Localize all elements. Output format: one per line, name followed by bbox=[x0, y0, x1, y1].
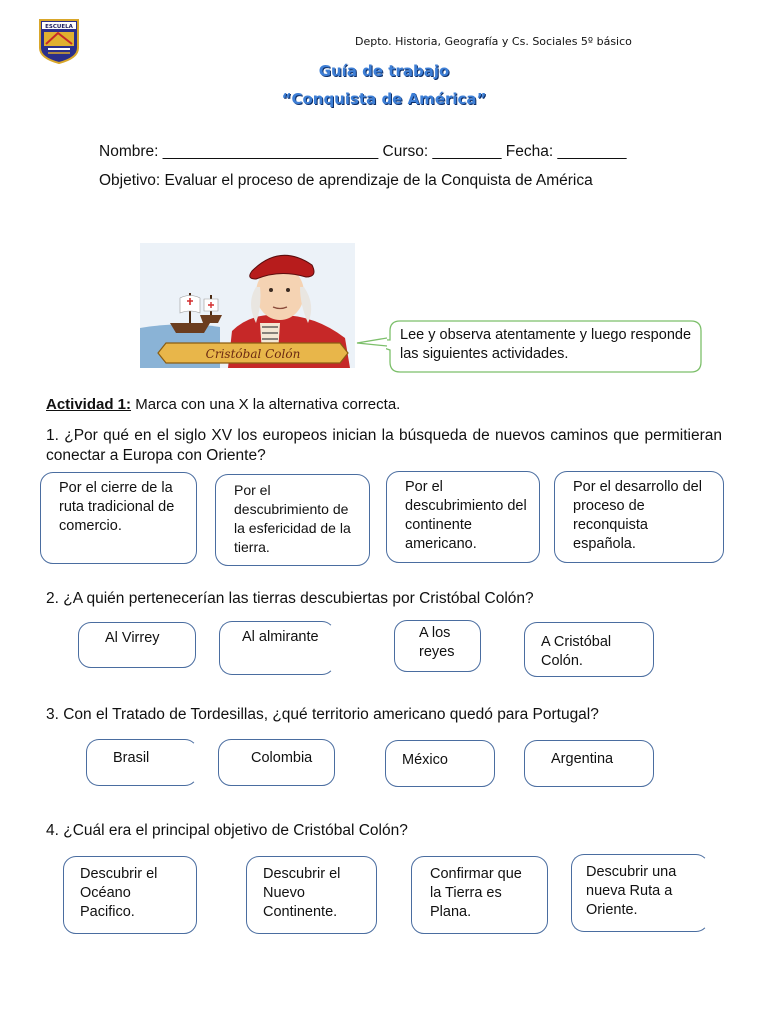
callout-text: Lee y observa atentamente y luego responde las siguientes actividades. bbox=[400, 327, 692, 362]
page-title: Guía de trabajo bbox=[318, 62, 450, 80]
q3-option-b[interactable]: Colombia bbox=[218, 739, 335, 786]
q2-option-a[interactable]: Al Virrey bbox=[78, 622, 196, 668]
q1-option-d[interactable]: Por el desarrollo del proceso de reconquista española. bbox=[554, 471, 724, 563]
banner-text: Cristóbal Colón bbox=[205, 347, 301, 361]
q4-option-b[interactable]: Descubrir el Nuevo Continente. bbox=[246, 856, 377, 934]
question-4: 4. ¿Cuál era el principal objetivo de Cristóbal Colón? bbox=[46, 822, 408, 839]
q2-option-d[interactable]: A Cristóbal Colón. bbox=[524, 622, 654, 677]
department-header: Depto. Historia, Geografía y Cs. Sociales 5º básico bbox=[355, 35, 632, 48]
school-logo bbox=[38, 18, 80, 64]
logo-text: ESCUELA bbox=[45, 24, 73, 30]
q4-option-c[interactable]: Confirmar que la Tierra es Plana. bbox=[411, 856, 548, 934]
activity-heading bbox=[46, 396, 400, 413]
activity-instruction: Marca con una X la alternativa correcta. bbox=[131, 396, 401, 413]
q3-option-d[interactable]: Argentina bbox=[524, 740, 654, 787]
objective-line: Objetivo: Evaluar el proceso de aprendizaje de la Conquista de América bbox=[99, 172, 593, 189]
q4-option-d[interactable]: Descubrir una nueva Ruta a Oriente. bbox=[571, 854, 709, 932]
q1-option-b[interactable]: Por el descubrimiento de la esfericidad de la tierra. bbox=[215, 474, 370, 566]
question-3: 3. Con el Tratado de Tordesillas, ¿qué territorio americano quedó para Portugal? bbox=[46, 706, 599, 723]
columbus-illustration bbox=[140, 243, 355, 368]
q1-option-a[interactable]: Por el cierre de la ruta tradicional de comercio. bbox=[40, 472, 197, 564]
question-2: 2. ¿A quién pertenecerían las tierras descubiertas por Cristóbal Colón? bbox=[46, 590, 534, 607]
q2-option-b[interactable]: Al almirante bbox=[219, 621, 335, 675]
page-subtitle: “Conquista de América” bbox=[281, 90, 487, 108]
activity-label: Actividad 1: bbox=[46, 396, 132, 413]
q2-option-c[interactable]: A los reyes bbox=[394, 620, 481, 672]
q3-option-c[interactable]: México bbox=[385, 740, 495, 787]
question-1: 1. ¿Por qué en el siglo XV los europeos inician la búsqueda de nuevos caminos que permitieran conectar a Europa con Oriente? bbox=[46, 427, 722, 464]
q4-option-a[interactable]: Descubrir el Océano Pacifico. bbox=[63, 856, 197, 934]
name-course-date-line: Nombre: _________________________ Curso: ________ Fecha: ________ bbox=[99, 143, 627, 160]
q1-option-c[interactable]: Por el descubrimiento del continente americano. bbox=[386, 471, 540, 563]
q3-option-a[interactable]: Brasil bbox=[86, 739, 198, 786]
speech-bubble-tail bbox=[356, 336, 388, 348]
